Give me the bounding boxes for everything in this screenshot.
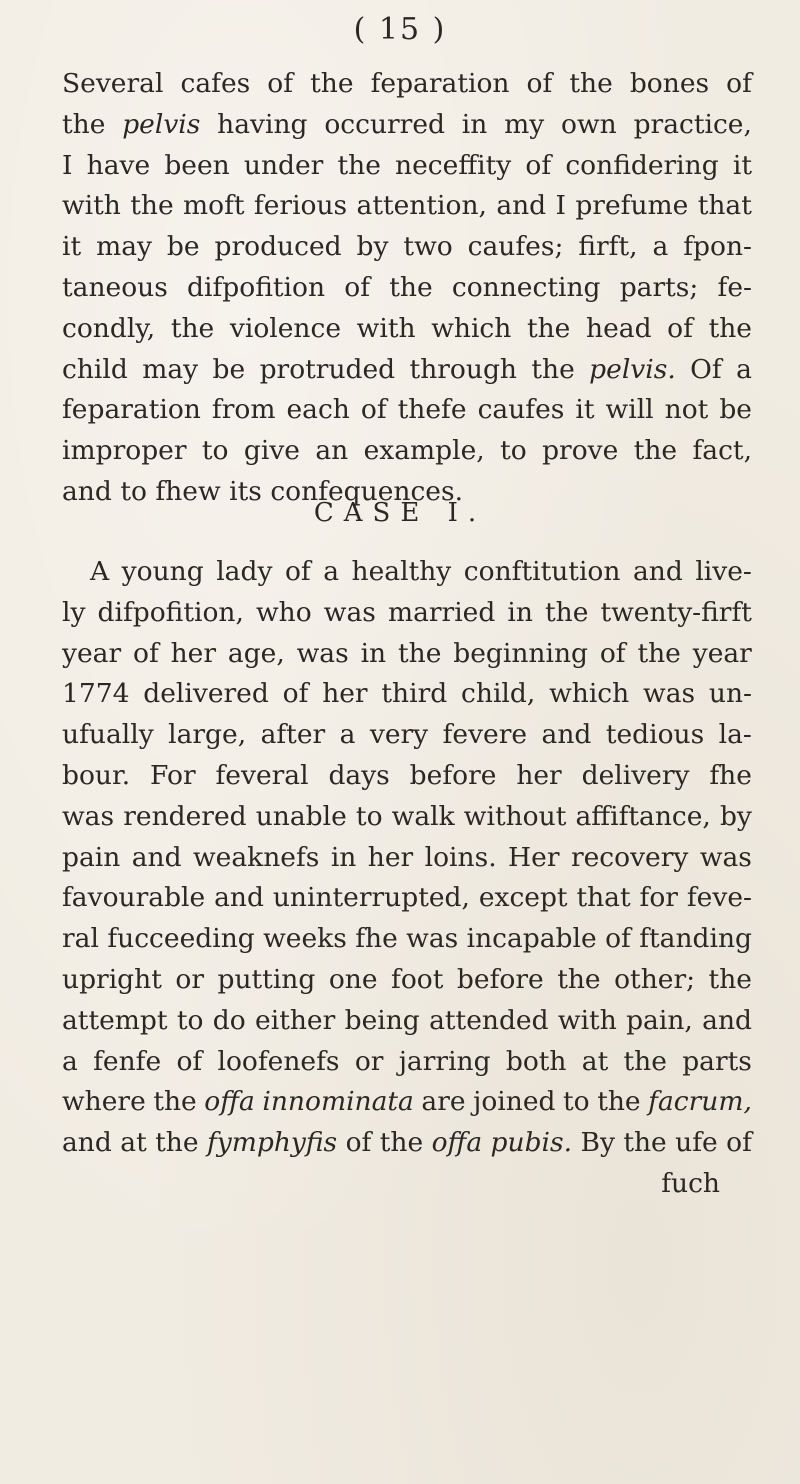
- word: fenfe: [93, 1045, 162, 1077]
- word: her: [367, 841, 414, 873]
- word: one: [328, 963, 378, 995]
- word: after: [260, 719, 326, 751]
- word: feparation: [370, 68, 510, 99]
- word: ral: [62, 923, 99, 955]
- word: of: [344, 271, 371, 303]
- word: confequences.: [270, 475, 463, 507]
- word: ufually: [62, 719, 154, 751]
- word: pain,: [626, 1004, 693, 1036]
- word: young: [121, 556, 204, 587]
- word: except: [478, 882, 568, 914]
- word: ly: [62, 596, 86, 628]
- word: may: [96, 231, 152, 263]
- text-line: [62, 1042, 752, 1083]
- word: two: [403, 231, 453, 263]
- text-line: [62, 878, 752, 919]
- word: and: [131, 841, 182, 873]
- word: jarring: [398, 1045, 491, 1077]
- word: la-: [718, 719, 752, 751]
- word: the: [62, 108, 106, 140]
- word: to: [500, 435, 527, 467]
- word: pelvis: [122, 108, 201, 140]
- word: in: [507, 596, 533, 628]
- word: child: [62, 353, 128, 385]
- word: own: [561, 108, 617, 140]
- word: the: [130, 190, 174, 222]
- word: be: [212, 353, 246, 385]
- word: a: [323, 556, 340, 587]
- word: having: [217, 108, 308, 140]
- word: the: [153, 1086, 197, 1118]
- word: foot: [391, 963, 444, 995]
- word: ufe: [675, 1127, 718, 1159]
- word: favourable: [62, 882, 206, 914]
- word: do: [212, 1004, 246, 1036]
- word: a: [736, 353, 752, 385]
- word: A: [90, 556, 110, 587]
- word: are: [421, 1086, 466, 1118]
- word: with: [62, 190, 121, 222]
- word: by: [719, 800, 752, 832]
- text-line: [62, 268, 752, 309]
- text-line: [62, 552, 752, 593]
- word: the: [155, 1127, 199, 1159]
- word: recovery: [570, 841, 689, 873]
- word: my: [504, 108, 545, 140]
- word: for: [639, 882, 678, 914]
- word: of: [132, 637, 159, 669]
- word: I: [62, 149, 73, 181]
- word: that: [697, 190, 752, 222]
- word: fucceeding: [107, 923, 255, 955]
- word: each: [286, 394, 350, 426]
- word: at: [120, 1127, 147, 1159]
- text-line: [62, 431, 752, 472]
- word: the: [310, 68, 354, 99]
- word: incapable: [466, 923, 597, 955]
- word: and: [702, 1004, 752, 1036]
- catchword: fuch: [661, 1167, 720, 1199]
- word: walk: [391, 800, 455, 832]
- case-heading: CASE I.: [313, 498, 487, 528]
- word: under: [243, 149, 324, 181]
- word: in: [330, 841, 357, 873]
- word: the: [557, 963, 601, 995]
- word: ftanding: [639, 923, 752, 955]
- word: protruded: [259, 353, 396, 385]
- word: to: [176, 1004, 204, 1036]
- word: difpofition,: [97, 596, 244, 628]
- word: prefume: [575, 190, 689, 222]
- word: and: [214, 882, 264, 914]
- word: beginning: [453, 637, 588, 669]
- word: was: [699, 841, 752, 873]
- word: uninterrupted,: [272, 882, 470, 914]
- word: was: [323, 596, 376, 628]
- word: the: [545, 596, 589, 628]
- word: of: [526, 68, 553, 99]
- word: her: [516, 759, 562, 791]
- word: was: [62, 800, 115, 832]
- paragraph-case-one: [62, 552, 752, 1205]
- word: the: [337, 149, 381, 181]
- word: which: [549, 678, 630, 710]
- word: it: [732, 149, 752, 181]
- word: been: [164, 149, 230, 181]
- word: give: [243, 435, 300, 467]
- word: of: [282, 678, 309, 710]
- word: where: [62, 1086, 146, 1118]
- word: ferious: [253, 190, 348, 222]
- word: of: [267, 68, 294, 99]
- word: fhe: [355, 923, 398, 955]
- text-line: [62, 227, 752, 268]
- word: upright: [62, 963, 162, 995]
- page-number: ( 15 ): [353, 12, 447, 47]
- word: the: [397, 637, 442, 669]
- word: a: [652, 231, 669, 263]
- word: tedious: [605, 719, 705, 751]
- word: By: [580, 1127, 615, 1159]
- word: the: [379, 1127, 424, 1159]
- word: delivered: [143, 678, 269, 710]
- paragraph-intro: [62, 64, 752, 513]
- word: loins.: [424, 841, 497, 873]
- word: of: [726, 1127, 752, 1159]
- word: married: [387, 596, 496, 628]
- word: putting: [217, 963, 316, 995]
- word: year: [62, 637, 122, 669]
- word: or: [354, 1045, 384, 1077]
- word: of: [726, 68, 752, 99]
- word: fhew: [155, 475, 221, 507]
- word: innominata: [262, 1086, 414, 1118]
- word: 1774: [62, 678, 130, 710]
- word: fact,: [692, 435, 752, 467]
- word: other;: [614, 963, 696, 995]
- word: feveral: [215, 759, 309, 791]
- word: who: [256, 596, 312, 628]
- word: Of: [690, 353, 722, 385]
- word: caufes: [477, 394, 565, 426]
- word: bour.: [62, 759, 131, 791]
- word: pubis.: [490, 1127, 573, 1159]
- word: taneous: [62, 271, 168, 303]
- word: the: [623, 1045, 667, 1077]
- word: third: [381, 678, 448, 710]
- word: improper: [62, 435, 187, 467]
- word: was: [406, 923, 459, 955]
- word: year: [692, 637, 752, 669]
- word: fpon-: [683, 231, 752, 263]
- word: through: [409, 353, 517, 385]
- word: and: [541, 719, 592, 751]
- word: may: [142, 353, 199, 385]
- word: both: [505, 1045, 567, 1077]
- catchword-line: [62, 1164, 752, 1205]
- word: thefe: [397, 394, 467, 426]
- text-line: [62, 350, 752, 391]
- word: attended: [429, 1004, 549, 1036]
- word: attention,: [356, 190, 487, 222]
- text-line: [62, 64, 752, 105]
- word: to: [355, 800, 383, 832]
- word: firft,: [578, 231, 638, 263]
- word: a: [62, 1045, 78, 1077]
- word: offa: [431, 1127, 483, 1159]
- text-line: [62, 186, 752, 227]
- word: to: [201, 435, 229, 467]
- text-line: [62, 797, 752, 838]
- word: moft: [183, 190, 245, 222]
- word: fe-: [717, 271, 752, 303]
- word: the: [531, 353, 575, 385]
- text-line: [62, 593, 752, 634]
- word: fhe: [709, 759, 752, 791]
- word: live-: [695, 556, 752, 587]
- word: bones: [629, 68, 710, 99]
- text-line: [62, 960, 752, 1001]
- word: of: [605, 923, 631, 955]
- text-line: [62, 838, 752, 879]
- text-line: [62, 309, 752, 350]
- word: that: [576, 882, 631, 914]
- word: un-: [708, 678, 752, 710]
- word: to: [563, 1086, 590, 1118]
- word: of: [360, 394, 387, 426]
- word: prove: [542, 435, 619, 467]
- word: before: [456, 963, 544, 995]
- word: age,: [227, 637, 285, 669]
- text-line: [62, 1001, 752, 1042]
- word: of: [284, 556, 311, 587]
- word: at: [581, 1045, 609, 1077]
- word: joined: [473, 1086, 556, 1118]
- word: or: [175, 963, 204, 995]
- word: facrum,: [648, 1086, 752, 1118]
- word: weaknefs: [193, 841, 320, 873]
- word: the: [526, 312, 571, 344]
- word: healthy: [351, 556, 452, 587]
- word: either: [255, 1004, 336, 1036]
- word: have: [86, 149, 151, 181]
- word: of: [176, 1045, 203, 1077]
- word: large,: [168, 719, 247, 751]
- text-line: [62, 390, 752, 431]
- word: Her: [508, 841, 560, 873]
- word: with: [356, 312, 416, 344]
- word: practice,: [633, 108, 752, 140]
- text-line: [62, 919, 752, 960]
- word: with: [557, 1004, 617, 1036]
- word: Several: [62, 68, 164, 99]
- word: example,: [363, 435, 485, 467]
- word: an: [315, 435, 349, 467]
- word: of: [667, 312, 693, 344]
- word: which: [431, 312, 512, 344]
- word: connecting: [451, 271, 601, 303]
- word: to: [120, 475, 147, 507]
- word: very: [369, 719, 429, 751]
- word: in: [360, 637, 387, 669]
- word: lady: [216, 556, 273, 587]
- word: twenty-firft: [600, 596, 752, 628]
- word: and: [62, 1127, 112, 1159]
- word: I: [555, 190, 566, 222]
- word: offa: [204, 1086, 255, 1118]
- word: was: [296, 637, 349, 669]
- word: the: [637, 637, 681, 669]
- word: and: [62, 475, 112, 507]
- word: the: [170, 312, 215, 344]
- word: loofenefs: [217, 1045, 340, 1077]
- word: her: [170, 637, 217, 669]
- word: will: [605, 394, 654, 426]
- word: occurred: [324, 108, 445, 140]
- word: violence: [229, 312, 342, 344]
- word: fevere: [442, 719, 528, 751]
- word: the: [708, 312, 752, 344]
- word: the: [597, 1086, 641, 1118]
- word: head: [586, 312, 652, 344]
- word: rendered: [123, 800, 247, 832]
- word: caufes;: [467, 231, 564, 263]
- word: a: [339, 719, 356, 751]
- word: fymphyfis: [206, 1127, 338, 1159]
- word: the: [623, 1127, 667, 1159]
- word: produced: [214, 231, 342, 263]
- word: pain: [62, 841, 121, 873]
- word: be: [719, 394, 752, 426]
- text-line: [62, 634, 752, 675]
- word: delivery: [581, 759, 690, 791]
- text-line: [62, 105, 752, 146]
- word: difpofition: [187, 271, 326, 303]
- text-line: [62, 715, 752, 756]
- word: her: [322, 678, 368, 710]
- word: the: [569, 68, 613, 99]
- word: without: [463, 800, 567, 832]
- text-line: [62, 146, 752, 187]
- word: being: [344, 1004, 420, 1036]
- word: be: [166, 231, 200, 263]
- word: by: [356, 231, 389, 263]
- word: and: [496, 190, 547, 222]
- word: its: [229, 475, 262, 507]
- word: confidering: [565, 149, 719, 181]
- word: days: [328, 759, 390, 791]
- text-line: [62, 756, 752, 797]
- word: affiftance,: [575, 800, 711, 832]
- word: from: [211, 394, 276, 426]
- word: the: [708, 963, 752, 995]
- word: the: [633, 435, 678, 467]
- word: parts: [682, 1045, 752, 1077]
- text-line: [62, 1123, 752, 1164]
- word: of: [345, 1127, 372, 1159]
- word: child,: [461, 678, 536, 710]
- word: in: [461, 108, 488, 140]
- word: feparation: [62, 394, 201, 426]
- word: condly,: [62, 312, 156, 344]
- word: and: [632, 556, 683, 587]
- word: it: [62, 231, 82, 263]
- word: neceffity: [395, 149, 512, 181]
- word: conftitution: [463, 556, 621, 587]
- word: parts;: [619, 271, 699, 303]
- word: unable: [255, 800, 347, 832]
- word: feve-: [686, 882, 752, 914]
- word: cafes: [180, 68, 251, 99]
- word: attempt: [62, 1004, 168, 1036]
- word: the: [389, 271, 433, 303]
- word: weeks: [263, 923, 347, 955]
- word: was: [643, 678, 696, 710]
- word: it: [575, 394, 595, 426]
- word: not: [664, 394, 709, 426]
- word: before: [409, 759, 497, 791]
- text-line: [62, 1082, 752, 1123]
- word: of: [525, 149, 552, 181]
- text-line: [62, 674, 752, 715]
- word: pelvis.: [589, 353, 676, 385]
- word: of: [599, 637, 626, 669]
- word: For: [150, 759, 196, 791]
